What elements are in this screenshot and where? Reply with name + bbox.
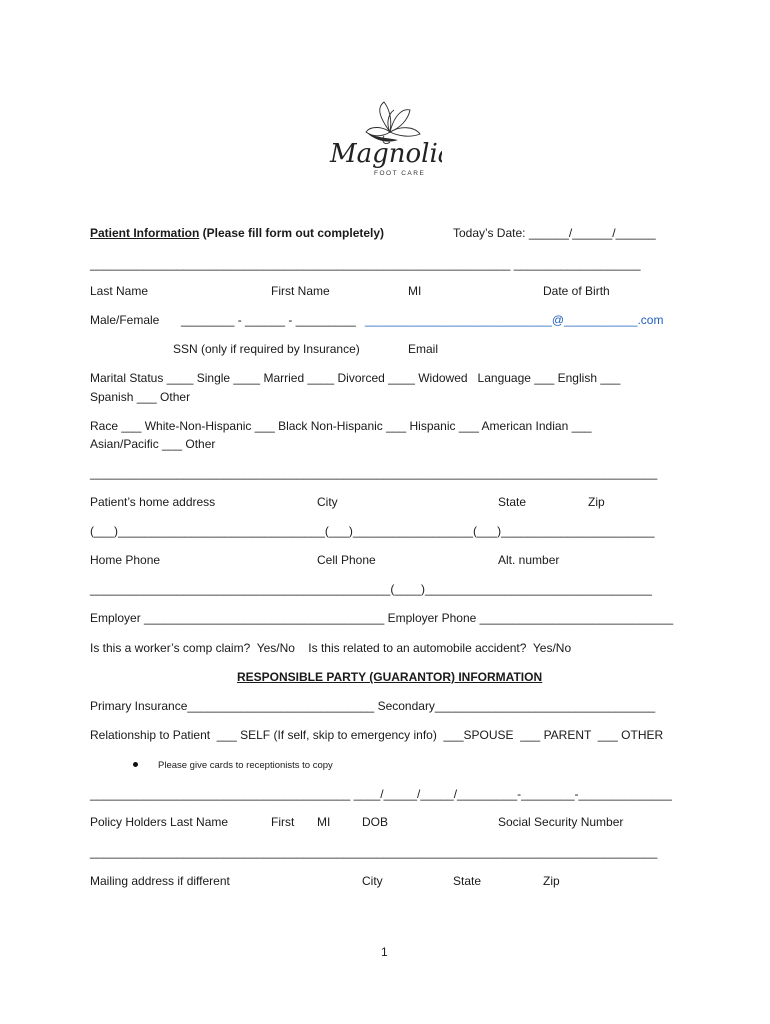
email-field[interactable]: ____________________________@___________.com — [365, 313, 664, 327]
relationship-line[interactable]: Relationship to Patient ___ SELF (If self, skip to emergency info) ___SPOUSE ___ PARENT ___ OTHER — [90, 728, 664, 742]
claims-question[interactable]: Is this a worker’s comp claim? Yes/No Is this related to an automobile accident? Yes/No — [90, 641, 572, 655]
race-line-2[interactable]: Asian/Pacific ___ Other — [90, 437, 216, 451]
employer-blank-line[interactable]: _____________________________________________(____)__________________________________ — [90, 582, 652, 596]
email-label: Email — [408, 342, 439, 356]
mailing-zip-label: Zip — [543, 874, 560, 888]
patient-info-heading — [90, 226, 384, 240]
mailing-city-label: City — [362, 874, 383, 888]
employer-line[interactable]: Employer ____________________________________ Employer Phone _____________________________ — [90, 611, 674, 625]
phone-blank-line[interactable]: (___)_______________________________(___)__________________(___)_______________________ — [90, 524, 655, 538]
magnolia-logo — [328, 96, 442, 178]
home-phone-label: Home Phone — [90, 553, 161, 567]
policy-holder-dob-label: DOB — [362, 815, 389, 829]
cards-note: Please give cards to receptionists to copy — [158, 760, 333, 771]
language-line[interactable]: Spanish ___ Other — [90, 390, 191, 404]
last-name-label: Last Name — [90, 284, 149, 298]
race-line[interactable]: Race ___ White-Non-Hispanic ___ Black Non-Hispanic ___ Hispanic ___ American Indian ___ — [90, 419, 592, 433]
form-instruction: (Please fill form out completely) — [199, 226, 385, 240]
guarantor-heading: RESPONSIBLE PARTY (GUARANTOR) INFORMATION — [237, 670, 543, 684]
todays-date-field[interactable]: Today’s Date: ______/______/______ — [453, 226, 656, 240]
address-blank-line[interactable]: _____________________________________________________________________________________ — [90, 466, 658, 480]
section-title: Patient Information — [90, 226, 200, 240]
first-name-label: First Name — [271, 284, 330, 298]
policy-holder-mi-label: MI — [317, 815, 331, 829]
mailing-address-label: Mailing address if different — [90, 874, 230, 888]
alt-number-label: Alt. number — [498, 553, 560, 567]
cell-phone-label: Cell Phone — [317, 553, 376, 567]
date-of-birth-label: Date of Birth — [543, 284, 610, 298]
policy-holder-ssn-label: Social Security Number — [498, 815, 624, 829]
city-label: City — [317, 495, 338, 509]
mailing-blank-line[interactable]: _____________________________________________________________________________________ — [90, 845, 658, 859]
page-number: 1 — [381, 945, 388, 959]
sex-label: Male/Female — [90, 313, 160, 327]
marital-status-line[interactable]: Marital Status ____ Single ____ Married ____ Divorced ____ Widowed Language ___ English ___ — [90, 371, 621, 385]
mailing-state-label: State — [453, 874, 482, 888]
ssn-label: SSN (only if required by Insurance) — [173, 342, 360, 356]
policy-holder-first-label: First — [271, 815, 295, 829]
magnolia-flower-icon — [328, 96, 442, 178]
insurance-line[interactable]: Primary Insurance____________________________ Secondary_________________________________ — [90, 699, 656, 713]
state-label: State — [498, 495, 527, 509]
home-address-label: Patient’s home address — [90, 495, 216, 509]
ssn-field[interactable]: ________ - ______ - _________ — [181, 313, 356, 327]
svg-text:FOOT CARE: FOOT CARE — [374, 170, 426, 177]
svg-text:Magnolia: Magnolia — [330, 139, 442, 169]
policy-holder-last-name-label: Policy Holders Last Name — [90, 815, 229, 829]
mi-label: MI — [408, 284, 422, 298]
zip-label: Zip — [588, 495, 605, 509]
name-blank-line[interactable]: _______________________________________________________________ ___________________ — [90, 257, 641, 271]
policy-holder-blank-line[interactable]: _______________________________________ ____/_____/_____/_________-________-______________ — [90, 787, 672, 801]
bullet-icon — [133, 762, 138, 767]
